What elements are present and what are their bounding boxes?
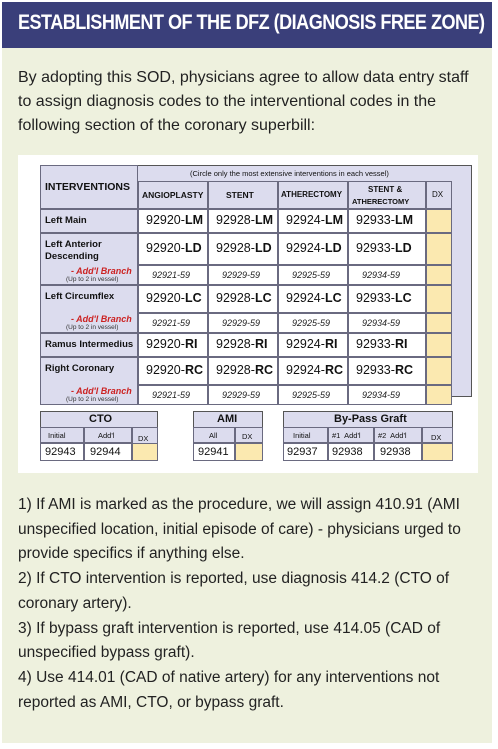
procedure-code[interactable] bbox=[216, 213, 273, 227]
code-base: 92933- bbox=[356, 213, 395, 227]
col-stent: STENT bbox=[226, 190, 254, 200]
vessel-modifier: LM bbox=[254, 213, 273, 227]
branch-code[interactable]: 92934-59 bbox=[362, 318, 401, 328]
vessel-modifier: LM bbox=[324, 213, 343, 227]
procedure-code[interactable] bbox=[286, 241, 342, 255]
note-bypass: 3) If bypass graft intervention is reported, use 414.05 (CAD of unspecified bypass graft). bbox=[18, 619, 441, 662]
procedure-code[interactable] bbox=[356, 291, 412, 305]
vessel-modifier: RI bbox=[324, 337, 338, 351]
branch-code[interactable]: 92921-59 bbox=[152, 390, 191, 400]
procedure-code[interactable] bbox=[146, 363, 203, 377]
row-label: Left Anterior bbox=[45, 239, 102, 250]
code-base: 92928- bbox=[216, 213, 255, 227]
vessel-modifier: LD bbox=[254, 241, 272, 255]
dx-box[interactable] bbox=[426, 233, 452, 265]
procedure-code[interactable] bbox=[146, 213, 203, 227]
cto-dx-label: DX bbox=[138, 434, 149, 443]
procedure-code[interactable] bbox=[286, 213, 343, 227]
procedure-code[interactable] bbox=[356, 363, 413, 377]
branch-code[interactable]: 92925-59 bbox=[292, 390, 331, 400]
header-bar bbox=[2, 2, 492, 48]
code-base: 92933- bbox=[356, 337, 395, 351]
vessel-modifier: RI bbox=[394, 337, 408, 351]
vessel-modifier: LD bbox=[184, 241, 202, 255]
bypass-dx-label: DX bbox=[431, 433, 442, 442]
branch-code[interactable]: 92925-59 bbox=[292, 270, 331, 280]
code-base: 92928- bbox=[216, 337, 255, 351]
branch-code[interactable]: 92921-59 bbox=[152, 270, 191, 280]
vessel-modifier: LC bbox=[324, 291, 342, 305]
vessel-modifier: RI bbox=[184, 337, 198, 351]
code-base: 92928- bbox=[216, 363, 255, 377]
procedure-code[interactable] bbox=[146, 337, 197, 351]
ami-dx-label: DX bbox=[242, 432, 253, 441]
bypass-initial-label: Initial bbox=[293, 431, 311, 440]
code-base: 92920- bbox=[146, 291, 185, 305]
dx-branch-box[interactable] bbox=[426, 385, 452, 405]
note-cto: 2) If CTO intervention is reported, use diagnosis 414.2 (CTO of coronary artery). bbox=[18, 570, 450, 612]
row-label: Ramus Intermedius bbox=[45, 339, 134, 350]
bypass-dx-box[interactable] bbox=[422, 443, 453, 461]
code-base: 92920- bbox=[146, 363, 185, 377]
dx-branch-box[interactable] bbox=[426, 265, 452, 285]
code-base: 92924- bbox=[286, 241, 325, 255]
vessel-modifier: LM bbox=[184, 213, 203, 227]
ami-all-label: All bbox=[209, 431, 218, 440]
add-branch-label: - Add'l Branch bbox=[71, 266, 132, 276]
code-base: 92924- bbox=[286, 363, 325, 377]
cto-title: CTO bbox=[89, 413, 113, 425]
branch-code[interactable]: 92929-59 bbox=[222, 390, 261, 400]
bypass-addl1-code[interactable]: 92938 bbox=[332, 446, 363, 458]
vessel-modifier: LD bbox=[324, 241, 342, 255]
code-base: 92933- bbox=[356, 363, 395, 377]
procedure-code[interactable] bbox=[286, 291, 342, 305]
ami-dx-box[interactable] bbox=[235, 443, 263, 461]
add-branch-label: - Add'l Branch bbox=[71, 386, 132, 396]
code-base: 92920- bbox=[146, 213, 185, 227]
dx-box[interactable] bbox=[426, 357, 452, 385]
branch-code[interactable]: 92929-59 bbox=[222, 318, 261, 328]
add-branch-note: (Up to 2 in vessel) bbox=[66, 324, 119, 331]
procedure-code[interactable] bbox=[216, 291, 272, 305]
add-branch-note: (Up to 2 in vessel) bbox=[66, 276, 119, 283]
cto-initial-code[interactable]: 92943 bbox=[45, 446, 76, 458]
procedure-code[interactable] bbox=[146, 291, 202, 305]
vessel-modifier: RC bbox=[184, 363, 203, 377]
ami-code[interactable]: 92941 bbox=[198, 446, 229, 458]
code-base: 92924- bbox=[286, 337, 325, 351]
procedure-code[interactable] bbox=[286, 337, 337, 351]
procedure-code[interactable] bbox=[216, 337, 267, 351]
interventions-heading: INTERVENTIONS bbox=[45, 181, 130, 193]
cto-addl-label: Add'l bbox=[98, 431, 115, 440]
vessel-modifier: RC bbox=[324, 363, 343, 377]
code-base: 92933- bbox=[356, 241, 395, 255]
branch-code[interactable]: 92934-59 bbox=[362, 270, 401, 280]
vessel-modifier: LD bbox=[394, 241, 412, 255]
code-base: 92928- bbox=[216, 291, 255, 305]
vessel-modifier: LC bbox=[184, 291, 202, 305]
procedure-code[interactable] bbox=[356, 213, 413, 227]
col-atherectomy-2: ATHERECTOMY bbox=[352, 197, 410, 206]
diagnosis-notes bbox=[18, 493, 484, 715]
cto-addl-code[interactable]: 92944 bbox=[90, 446, 121, 458]
vessel-modifier: LM bbox=[394, 213, 413, 227]
vessel-modifier: RC bbox=[254, 363, 273, 377]
branch-code[interactable]: 92934-59 bbox=[362, 390, 401, 400]
page-title: ESTABLISHMENT OF THE DFZ (DIAGNOSIS FREE ZONE) bbox=[18, 11, 485, 34]
vessel-modifier: LC bbox=[394, 291, 412, 305]
procedure-code[interactable] bbox=[356, 337, 407, 351]
col-atherectomy: ATHERECTOMY bbox=[281, 190, 343, 199]
row-label: Left Main bbox=[45, 215, 87, 226]
branch-code[interactable]: 92925-59 bbox=[292, 318, 331, 328]
code-base: 92920- bbox=[146, 241, 185, 255]
branch-code[interactable]: 92921-59 bbox=[152, 318, 191, 328]
bypass-addl2-label: #2 Add'l bbox=[378, 431, 407, 440]
vessel-modifier: RI bbox=[254, 337, 268, 351]
code-base: 92924- bbox=[286, 291, 325, 305]
intro-paragraph: By adopting this SOD, physicians agree to allow data entry staff to assign diagnosis codes to the interventional codes in the following section of the coronary superbill: bbox=[18, 69, 469, 134]
dx-box[interactable] bbox=[426, 333, 452, 357]
note-native: 4) Use 414.01 (CAD of native artery) for any interventions not reported as AMI, CTO, or bypass graft. bbox=[18, 668, 440, 711]
bypass-addl1-label: #1 Add'l bbox=[332, 431, 361, 440]
ami-title: AMI bbox=[217, 413, 238, 425]
row-label: Right Coronary bbox=[45, 363, 115, 374]
vessel-modifier: LC bbox=[254, 291, 272, 305]
circle-instruction: (Circle only the most extensive interventions in each vessel) bbox=[190, 169, 389, 178]
procedure-code[interactable] bbox=[286, 363, 343, 377]
code-base: 92933- bbox=[356, 291, 395, 305]
add-branch-note: (Up to 2 in vessel) bbox=[66, 396, 119, 403]
procedure-code[interactable] bbox=[356, 241, 412, 255]
procedure-code[interactable] bbox=[216, 363, 273, 377]
code-base: 92924- bbox=[286, 213, 325, 227]
bypass-title: By-Pass Graft bbox=[334, 413, 407, 425]
note-ami: 1) If AMI is marked as the procedure, we will assign 410.91 (AMI unspecified location, initial episode of care) - physicians urged to provide specifics if anything else. bbox=[18, 496, 461, 563]
row-label: Left Circumflex bbox=[45, 291, 115, 302]
add-branch-label: - Add'l Branch bbox=[71, 314, 132, 324]
dx-box[interactable] bbox=[426, 209, 452, 233]
row-label-line2: Descending bbox=[45, 251, 99, 262]
dx-box[interactable] bbox=[426, 285, 452, 313]
procedure-code[interactable] bbox=[146, 241, 202, 255]
code-base: 92928- bbox=[216, 241, 255, 255]
cto-dx-box[interactable] bbox=[132, 443, 158, 461]
cto-initial-label: Initial bbox=[48, 431, 66, 440]
vessel-modifier: RC bbox=[394, 363, 413, 377]
bypass-initial-code[interactable]: 92937 bbox=[287, 446, 318, 458]
bypass-addl2-code[interactable]: 92938 bbox=[380, 446, 411, 458]
col-angioplasty: ANGIOPLASTY bbox=[142, 190, 204, 200]
code-base: 92920- bbox=[146, 337, 185, 351]
col-stent-and: STENT & bbox=[368, 185, 403, 194]
branch-code[interactable]: 92929-59 bbox=[222, 270, 261, 280]
col-dx: DX bbox=[432, 190, 444, 199]
dx-branch-box[interactable] bbox=[426, 313, 452, 333]
coronary-superbill bbox=[18, 155, 478, 473]
procedure-code[interactable] bbox=[216, 241, 272, 255]
